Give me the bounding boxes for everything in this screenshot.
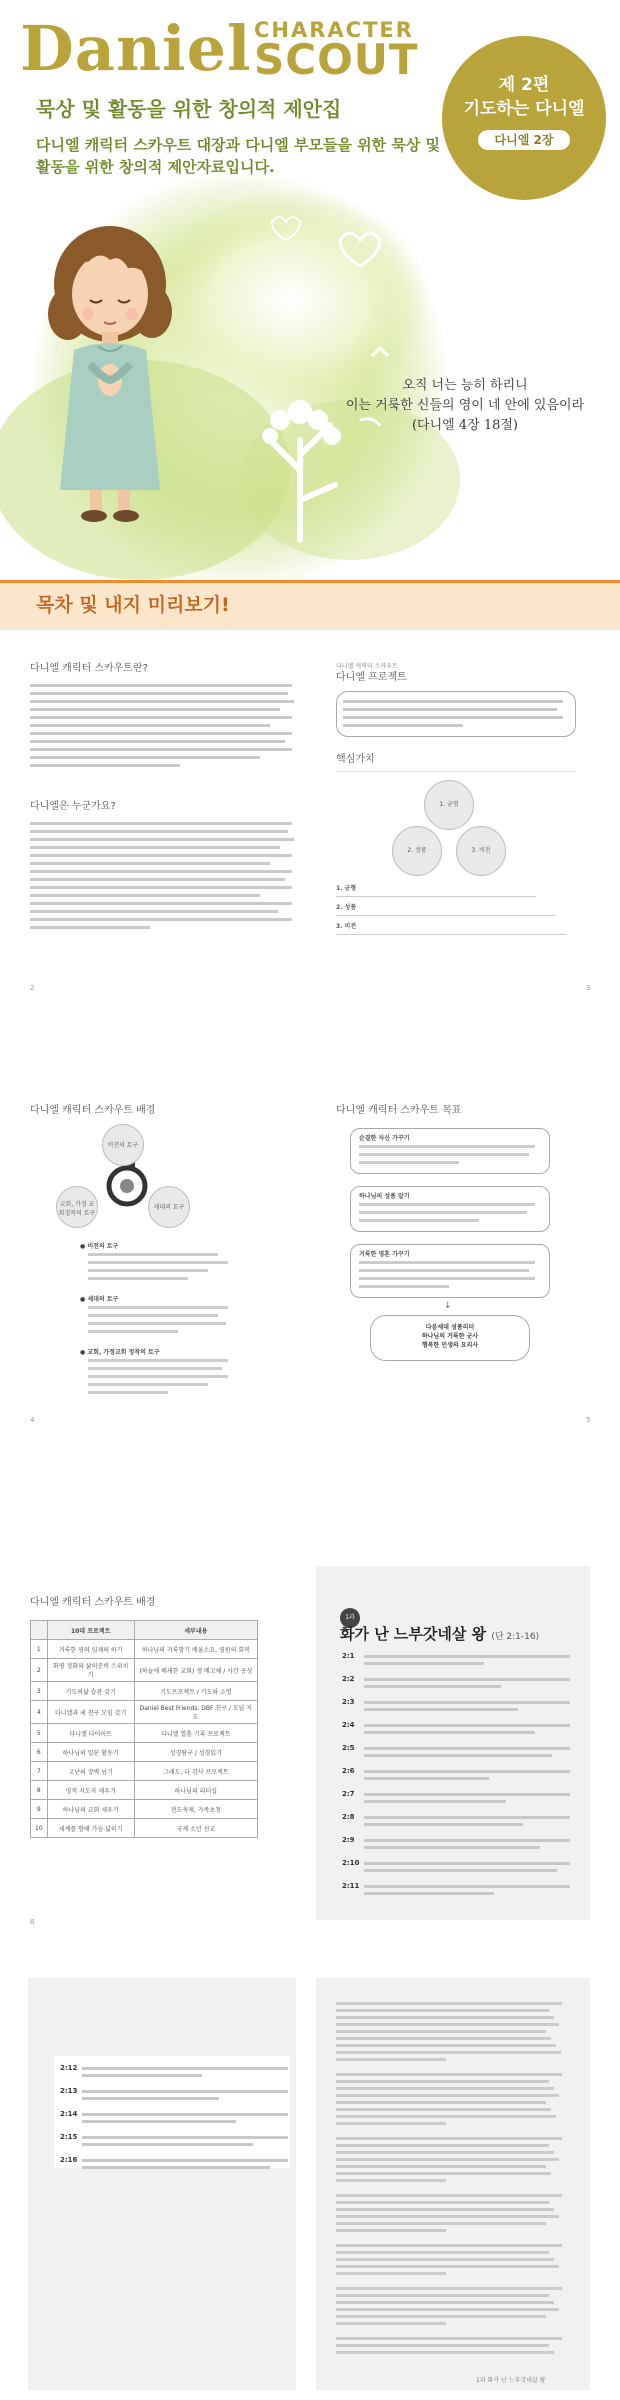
- background-item-church-text: [80, 1357, 230, 1401]
- table-cell-detail: 전도축제, 가족초청: [134, 1800, 257, 1819]
- background-item-vision-text: [80, 1251, 230, 1287]
- praying-child-illustration: [40, 214, 180, 534]
- table-cell-project: 하나님의 일꾼 활동기: [47, 1743, 134, 1762]
- page9-footer: 1과 화가 난 느부갓네살 왕: [476, 2377, 546, 2384]
- verse-row: [60, 2133, 286, 2152]
- logo-scout: SCOUT: [254, 35, 419, 84]
- page3-item-3: 3. 비전: [336, 923, 357, 930]
- preview-page-4: [30, 1104, 300, 1434]
- verse-text: [364, 1722, 574, 1736]
- page2-body-text-1: [30, 682, 300, 782]
- hero-section: [0, 0, 620, 580]
- verse-row: [342, 1744, 582, 1763]
- goal-box-3: [350, 1244, 550, 1298]
- page5-number: 5: [586, 1416, 591, 1424]
- preview-page-6: [30, 1596, 300, 1936]
- final-goal-line-2: 하나님의 거룩한 군사: [421, 1333, 479, 1340]
- table-row: [31, 1800, 258, 1819]
- verse-text: [82, 2065, 292, 2079]
- preview-page-8: [28, 1978, 296, 2390]
- table-row: [31, 1682, 258, 1701]
- hero-subtitle: 다니엘 캐릭터 스카우트 대장과 다니엘 부모들을 위한 묵상 및 활동을 위한 창의적 제안자료입니다.: [36, 136, 441, 176]
- diagram-vision-circle: 비전의 토구: [102, 1124, 144, 1166]
- page9-body-text: [336, 1998, 572, 2358]
- goal-arrow-icon: ↓: [444, 1301, 452, 1311]
- final-goal-line-1: 다음세대 성품리더: [425, 1324, 475, 1331]
- verse-text: [364, 1814, 574, 1828]
- table-cell-detail: 성경탐구 / 성경읽기: [134, 1743, 257, 1762]
- page4-heading: 다니엘 캐릭터 스카우트 배경: [30, 1105, 156, 1116]
- lesson-verse-list: [342, 1652, 582, 1905]
- background-item-generation-label: 세대의 토구: [87, 1296, 119, 1303]
- page3-item-2: 2. 성품: [336, 904, 357, 911]
- table-row: [31, 1659, 258, 1682]
- table-cell-detail: 하나님의 리더십: [134, 1781, 257, 1800]
- preview-page-2: [30, 662, 300, 1002]
- verse-row: [60, 2087, 286, 2106]
- verse-continuation-box: [54, 2056, 290, 2168]
- background-diagram: [30, 1124, 230, 1232]
- table-cell-detail: 다니엘 열흘 기록 프로젝트: [134, 1724, 257, 1743]
- table-cell-project: 세계를 향해 가슴 넓히기: [47, 1819, 134, 1838]
- verse-row: [342, 1675, 582, 1694]
- page3-item-1-text: [336, 896, 536, 897]
- verse-row: [342, 1859, 582, 1878]
- table-cell-detail: 하나님의 거룩함기 배울소요, 영원의 회복: [134, 1640, 257, 1659]
- page2-number: 2: [30, 984, 35, 992]
- goal-3-text: [359, 1259, 539, 1291]
- verse-number: 2:7: [342, 1790, 355, 1798]
- page2-body-text-2: [30, 820, 300, 944]
- background-item-vision-label: 비전의 토구: [87, 1243, 119, 1250]
- logo-character: CHARACTER: [254, 18, 414, 42]
- table-cell-number: 10: [31, 1819, 48, 1838]
- table-cell-project: 다니엘과 세 친구 모임 갖기: [47, 1701, 134, 1724]
- verse-row: [342, 1882, 582, 1901]
- verse-number: 2:13: [60, 2087, 78, 2095]
- table-row: [31, 1781, 258, 1800]
- verse-text: [82, 2134, 292, 2148]
- table-col-projects: 10대 프로젝트: [47, 1621, 134, 1640]
- verse-number: 2:2: [342, 1675, 355, 1683]
- goal-2-text: [359, 1201, 539, 1225]
- episode-badge: [442, 36, 606, 200]
- verse-row: [342, 1698, 582, 1717]
- table-cell-project: 다니엘 다이어트: [47, 1724, 134, 1743]
- page3-heading-2: 핵심가치: [336, 754, 375, 765]
- table-row: [31, 1724, 258, 1743]
- table-row: [31, 1640, 258, 1659]
- background-item-generation: ● 세대의 토구: [80, 1296, 119, 1303]
- verse-continuation-list: [54, 2056, 290, 2175]
- goal-box-2: [350, 1186, 550, 1232]
- bible-verse: [330, 376, 600, 436]
- table-cell-number: 4: [31, 1701, 48, 1724]
- verse-number: 2:3: [342, 1698, 355, 1706]
- verse-text: [82, 2111, 292, 2125]
- verse-line-1: 오직 너는 능히 하리니: [402, 378, 528, 393]
- background-item-church-label: 교회, 가정교회 정착의 토구: [87, 1349, 160, 1356]
- page2-heading-2: 다니엘은 누군가요?: [30, 801, 116, 812]
- final-goal-box: [370, 1315, 530, 1361]
- preview-page-9: [316, 1978, 590, 2390]
- table-row: [31, 1762, 258, 1781]
- verse-text: [364, 1676, 574, 1690]
- verse-row: [342, 1836, 582, 1855]
- verse-row: [342, 1790, 582, 1809]
- verse-text: [364, 1653, 574, 1667]
- background-item-vision: ● 비전의 토구: [80, 1243, 119, 1250]
- table-cell-detail: 국제 소년 선교: [134, 1819, 257, 1838]
- table-cell-number: 6: [31, 1743, 48, 1762]
- lesson-reference: (단 2:1-16): [491, 1632, 540, 1642]
- table-cell-number: 1: [31, 1640, 48, 1659]
- episode-title: 기도하는 다니엘: [463, 99, 585, 119]
- page4-number: 4: [30, 1416, 35, 1424]
- verse-text: [82, 2157, 292, 2171]
- page3-project-text: [343, 698, 569, 732]
- table-cell-number: 8: [31, 1781, 48, 1800]
- background-item-church: ● 교회, 가정교회 정착의 토구: [80, 1349, 160, 1356]
- table-cell-number: 3: [31, 1682, 48, 1701]
- verse-row: [60, 2064, 286, 2083]
- verse-row: [60, 2156, 286, 2175]
- verse-row: [60, 2110, 286, 2129]
- lesson-title: 화가 난 느부갓네살 왕: [340, 1625, 487, 1643]
- table-cell-project: 하나님의 교회 세우기: [47, 1800, 134, 1819]
- table-row: [31, 1701, 258, 1724]
- table-row: [31, 1743, 258, 1762]
- goal-box-1: [350, 1128, 550, 1174]
- table-cell-project: 화평 정화와 삶의준비 스위치기: [47, 1659, 134, 1682]
- lesson-badge: 1과: [340, 1608, 360, 1628]
- page3-item-3-text: [336, 934, 566, 935]
- hero-title: 묵상 및 활동을 위한 창의적 제안집: [36, 97, 342, 121]
- diagram-generation-circle: 세대의 토구: [148, 1186, 190, 1228]
- background-item-generation-text: [80, 1304, 230, 1340]
- page3-item-2-text: [336, 915, 556, 916]
- verse-number: 2:9: [342, 1836, 355, 1844]
- table-cell-project: 기도의삶 습관 갖기: [47, 1682, 134, 1701]
- page3-number: 3: [586, 984, 591, 992]
- page3-item-1: 1. 균형: [336, 885, 357, 892]
- verse-number: 2:14: [60, 2110, 78, 2118]
- verse-number: 2:4: [342, 1721, 355, 1729]
- table-cell-detail: 기도프로젝트 / 기도와 소명: [134, 1682, 257, 1701]
- table-cell-detail: (하늘에 배세한 교회) 생 베고체 / 사간 공성: [134, 1659, 257, 1682]
- table-row: [31, 1819, 258, 1838]
- page3-small-label: 다니엘 캐릭터 스카우트: [336, 663, 398, 670]
- verse-number: 2:16: [60, 2156, 78, 2164]
- table-cell-project: 영적 지도자 세우기: [47, 1781, 134, 1800]
- page5-heading: 다니엘 캐릭터 스카우트 목표: [336, 1105, 462, 1116]
- core-value-character: 2. 성품: [392, 826, 442, 876]
- core-value-balance: 1. 균형: [424, 780, 474, 830]
- verse-text: [364, 1699, 574, 1713]
- page3-heading-1: 다니엘 프로젝트: [336, 672, 407, 683]
- verse-row: [342, 1721, 582, 1740]
- verse-text: [82, 2088, 292, 2102]
- verse-text: [364, 1860, 574, 1874]
- goal-3-title: 거룩한 영혼 가꾸기: [359, 1251, 410, 1258]
- table-cell-project: 거룩한 영의 임재의 하기: [47, 1640, 134, 1659]
- diagram-church-circle: 교회, 가정 교회정착의 토구: [56, 1186, 98, 1228]
- table-cell-detail: Daniel Best Friends, DBF 친구 / 모임 지도: [134, 1701, 257, 1724]
- page2-heading-1: 다니엘 캐릭터 스카우트란?: [30, 663, 148, 674]
- verse-number: 2:6: [342, 1767, 355, 1775]
- preview-page-3: [336, 662, 596, 1002]
- verse-number: 2:15: [60, 2133, 78, 2141]
- page6-number: 6: [30, 1918, 35, 1926]
- project-table: [30, 1620, 258, 1838]
- page6-heading: 다니엘 캐릭터 스카우트 배경: [30, 1597, 156, 1608]
- verse-number: 2:12: [60, 2064, 78, 2072]
- preview-page-5: [336, 1104, 596, 1434]
- goal-1-text: [359, 1143, 539, 1167]
- background-list: [80, 1242, 300, 1405]
- table-cell-detail: 그래도, 다 감사 프로젝트: [134, 1762, 257, 1781]
- toc-title: 목차 및 내지 미리보기!: [36, 594, 230, 616]
- project-table-header: [31, 1621, 258, 1640]
- goal-1-title: 순결한 자신 가꾸기: [359, 1135, 410, 1142]
- table-cell-project: 고난의 장벽 넘기: [47, 1762, 134, 1781]
- verse-row: [342, 1813, 582, 1832]
- final-goal-line-3: 행복한 민생의 요리사: [421, 1342, 479, 1349]
- verse-row: [342, 1652, 582, 1671]
- core-value-vision: 3. 비전: [456, 826, 506, 876]
- table-cell-number: 9: [31, 1800, 48, 1819]
- core-values-diagram: [336, 772, 576, 884]
- table-cell-number: 2: [31, 1659, 48, 1682]
- table-cell-number: 7: [31, 1762, 48, 1781]
- table-cell-number: 5: [31, 1724, 48, 1743]
- verse-text: [364, 1837, 574, 1851]
- verse-text: [364, 1745, 574, 1759]
- preview-page-7: [316, 1566, 590, 1920]
- verse-number: 2:8: [342, 1813, 355, 1821]
- episode-number: 제 2편: [498, 75, 550, 95]
- verse-line-2: 이는 거룩한 신들의 영이 네 안에 있음이라: [345, 398, 585, 413]
- logo-daniel: Daniel: [20, 12, 252, 85]
- page3-project-box: [336, 691, 576, 737]
- verse-text: [364, 1883, 574, 1897]
- toc-divider-line: [0, 580, 620, 583]
- verse-row: [342, 1767, 582, 1786]
- verse-number: 2:11: [342, 1882, 360, 1890]
- table-col-details: 세부내용: [134, 1621, 257, 1640]
- verse-number: 2:10: [342, 1859, 360, 1867]
- verse-number: 2:1: [342, 1652, 355, 1660]
- verse-text: [364, 1768, 574, 1782]
- verse-reference: (다니엘 4장 18절): [411, 418, 518, 433]
- goal-2-title: 하나님의 성품 알기: [359, 1193, 410, 1200]
- verse-number: 2:5: [342, 1744, 355, 1752]
- episode-chapter: 다니엘 2장: [478, 130, 570, 150]
- lesson-title-row: [340, 1624, 539, 1647]
- verse-text: [364, 1791, 574, 1805]
